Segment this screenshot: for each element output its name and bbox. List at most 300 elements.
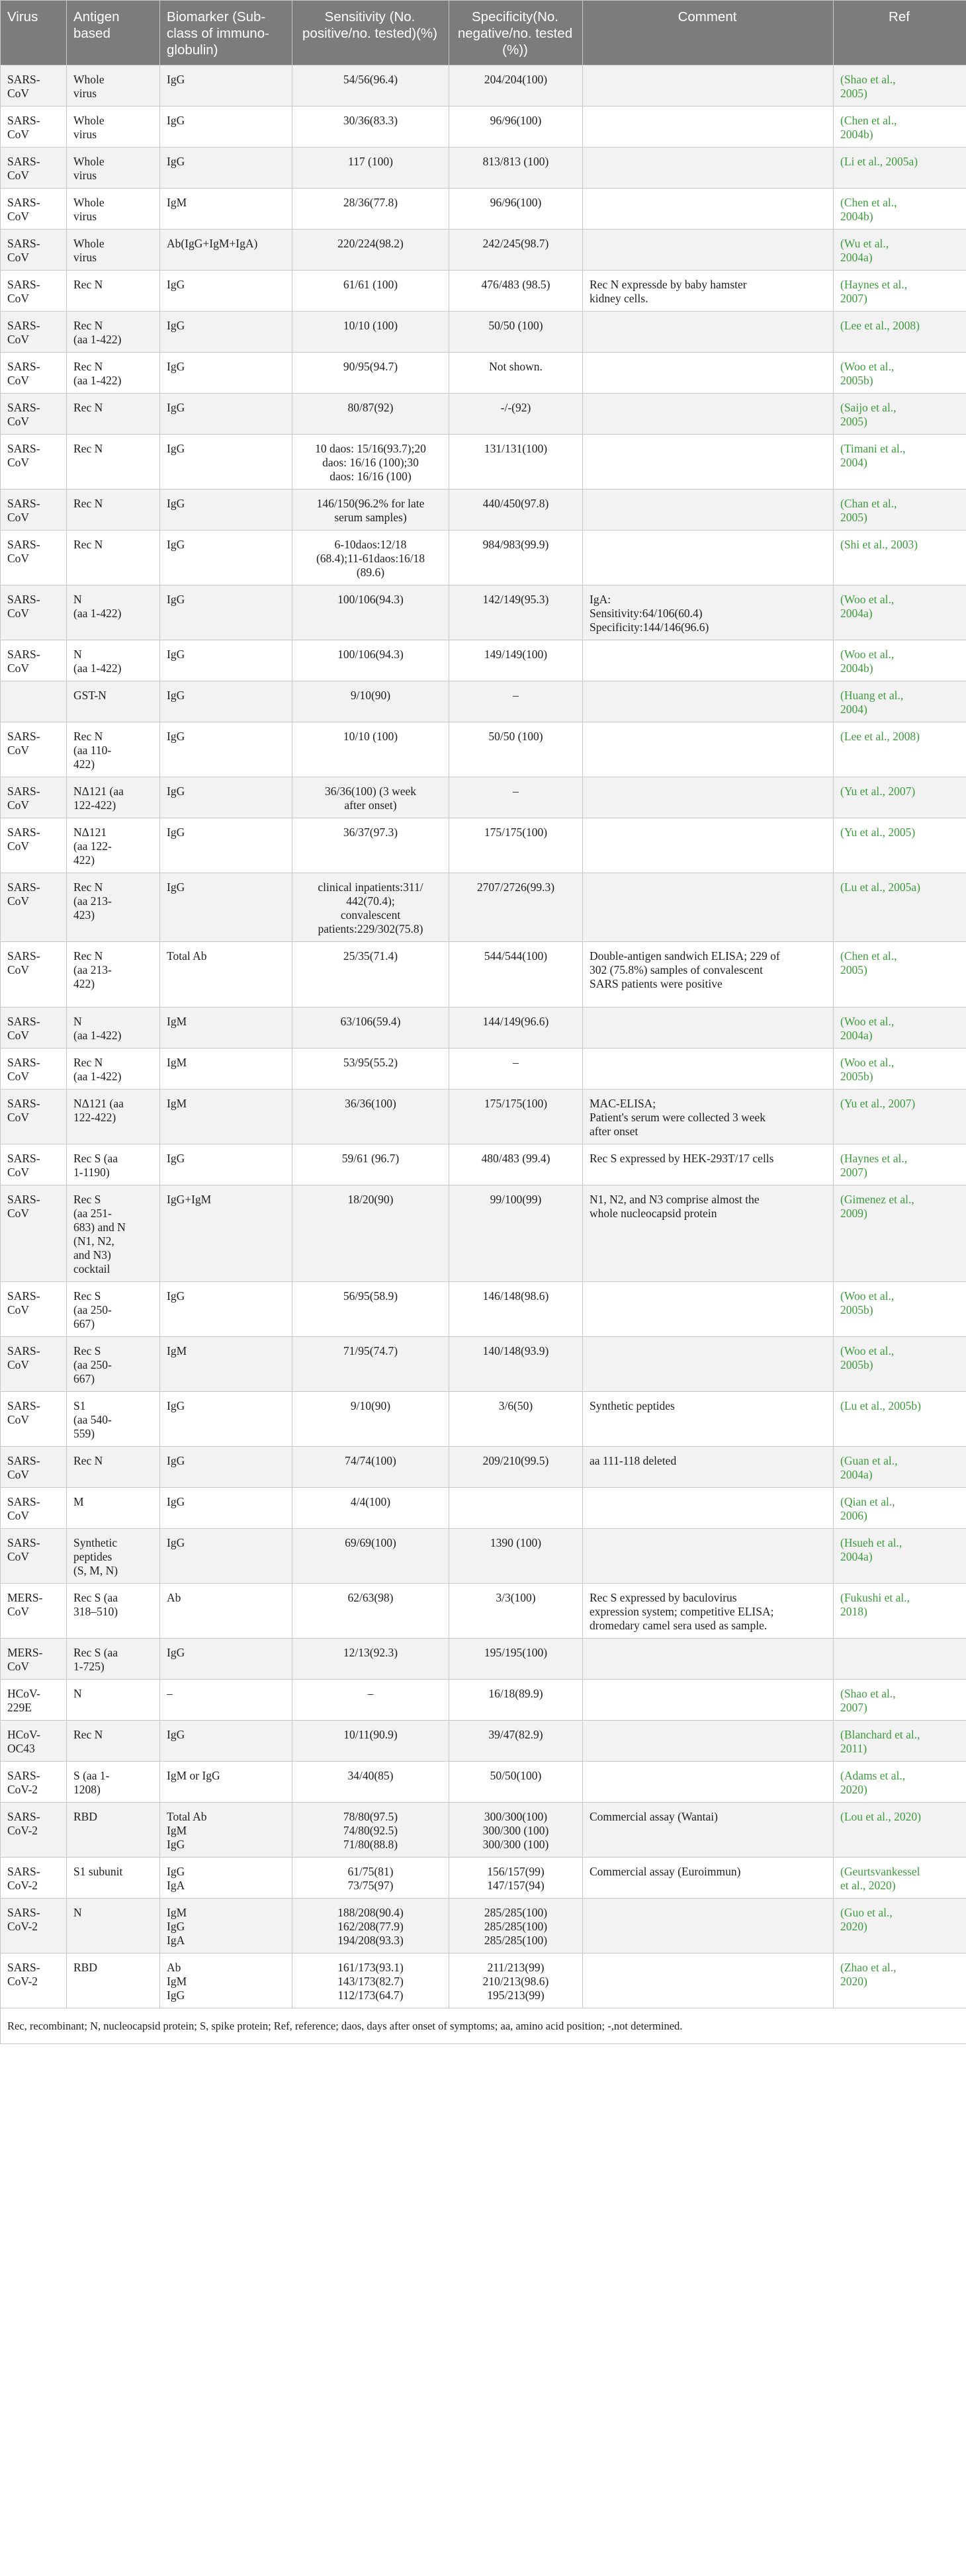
cell-virus: SARS- CoV [1,490,67,531]
cell-specificity: 156/157(99) 147/157(94) [449,1858,583,1899]
cell-specificity: 3/6(50) [449,1392,583,1447]
cell-biomarker: IgG [160,490,292,531]
cell-comment: Rec S expressed by HEK-293T/17 cells [583,1144,834,1185]
cell-sensitivity: 80/87(92) [292,394,449,435]
cell-sensitivity: 61/61 (100) [292,271,449,312]
cell-comment [583,312,834,353]
cell-sensitivity: 100/106(94.3) [292,585,449,640]
cell-specificity: 2707/2726(99.3) [449,873,583,942]
cell-biomarker: IgM IgG IgA [160,1899,292,1953]
cell-sensitivity: 28/36(77.8) [292,189,449,230]
cell-ref: (Chen et al., 2004b) [834,189,966,230]
cell-biomarker: IgG [160,873,292,942]
cell-antigen: Rec S (aa 251- 683) and N (N1, N2, and N3) cocktail [67,1185,160,1282]
cell-ref: (Shi et al., 2003) [834,531,966,585]
cell-virus: SARS- CoV [1,1144,67,1185]
cell-specificity: 211/213(99) 210/213(98.6) 195/213(99) [449,1953,583,2008]
cell-ref: (Guan et al., 2004a) [834,1447,966,1488]
cell-specificity: Not shown. [449,353,583,394]
cell-virus: SARS- CoV [1,435,67,490]
cell-sensitivity: 90/95(94.7) [292,353,449,394]
cell-virus: SARS- CoV [1,1090,67,1144]
cell-biomarker: IgG [160,353,292,394]
table-row [1,1721,966,1762]
cell-specificity: 480/483 (99.4) [449,1144,583,1185]
cell-comment [583,1337,834,1392]
cell-comment: Synthetic peptides [583,1392,834,1447]
cell-specificity: 144/149(96.6) [449,1008,583,1049]
cell-antigen: Whole virus [67,189,160,230]
header-antigen: Antigen based [67,1,160,65]
table-row [1,1282,966,1337]
cell-ref: (Qian et al., 2006) [834,1488,966,1529]
cell-sensitivity: 54/56(96.4) [292,65,449,107]
cell-virus: SARS- CoV [1,1185,67,1282]
cell-sensitivity: 56/95(58.9) [292,1282,449,1337]
cell-biomarker: IgG [160,777,292,818]
cell-antigen: Rec N (aa 1-422) [67,1049,160,1090]
cell-biomarker: IgG [160,640,292,681]
cell-antigen: S1 (aa 540- 559) [67,1392,160,1447]
cell-biomarker: IgG [160,271,292,312]
cell-biomarker: IgG [160,1721,292,1762]
cell-virus: SARS- CoV [1,777,67,818]
cell-sensitivity: 30/36(83.3) [292,107,449,148]
cell-virus: SARS- CoV-2 [1,1899,67,1953]
cell-biomarker: Ab IgM IgG [160,1953,292,2008]
table-row [1,531,966,585]
cell-comment: aa 111-118 deleted [583,1447,834,1488]
cell-specificity: -/-(92) [449,394,583,435]
table-row [1,271,966,312]
cell-comment: N1, N2, and N3 comprise almost the whole nucleocapsid protein [583,1185,834,1282]
cell-sensitivity: 6-10daos:12/18 (68.4);11-61daos:16/18 (89.6) [292,531,449,585]
cell-antigen: S1 subunit [67,1858,160,1899]
cell-ref: (Woo et al., 2004b) [834,640,966,681]
table-row [1,1185,966,1282]
cell-antigen: N [67,1899,160,1953]
cell-specificity: 16/18(89.9) [449,1680,583,1721]
cell-biomarker: IgG [160,1488,292,1529]
cell-sensitivity: 4/4(100) [292,1488,449,1529]
cell-comment [583,230,834,271]
cell-virus: SARS- CoV [1,1337,67,1392]
cell-specificity [449,1488,583,1529]
cell-sensitivity: 62/63(98) [292,1584,449,1639]
cell-ref: (Wu et al., 2004a) [834,230,966,271]
cell-ref: (Gimenez et al., 2009) [834,1185,966,1282]
cell-specificity: – [449,1049,583,1090]
cell-specificity: – [449,777,583,818]
cell-biomarker: IgG [160,681,292,722]
table-row [1,490,966,531]
table-row [1,230,966,271]
cell-antigen: Rec N [67,271,160,312]
table-row [1,1008,966,1049]
cell-comment [583,107,834,148]
cell-virus: SARS- CoV-2 [1,1953,67,2008]
cell-virus: SARS- CoV [1,107,67,148]
cell-specificity: 204/204(100) [449,65,583,107]
cell-specificity: 140/148(93.9) [449,1337,583,1392]
cell-sensitivity: 36/37(97.3) [292,818,449,873]
cell-antigen: Whole virus [67,148,160,189]
cell-specificity: 149/149(100) [449,640,583,681]
table-row [1,312,966,353]
header-ref: Ref [834,1,966,65]
table-row [1,1447,966,1488]
cell-biomarker: IgG [160,818,292,873]
cell-ref: (Blanchard et al., 2011) [834,1721,966,1762]
cell-comment: Double-antigen sandwich ELISA; 229 of 302 (75.8%) samples of convalescent SARS patients were positive [583,942,834,1008]
cell-sensitivity: 188/208(90.4) 162/208(77.9) 194/208(93.3) [292,1899,449,1953]
cell-virus: HCoV- 229E [1,1680,67,1721]
table-row [1,1899,966,1953]
cell-comment [583,353,834,394]
cell-specificity: 3/3(100) [449,1584,583,1639]
cell-comment [583,640,834,681]
cell-ref: (Woo et al., 2005b) [834,1282,966,1337]
cell-ref: (Zhao et al., 2020) [834,1953,966,2008]
table-row [1,1584,966,1639]
cell-biomarker: Ab [160,1584,292,1639]
cell-antigen: Rec N (aa 213- 423) [67,873,160,942]
cell-virus: SARS- CoV [1,1447,67,1488]
cell-ref: (Fukushi et al., 2018) [834,1584,966,1639]
cell-comment [583,1049,834,1090]
cell-antigen: NΔ121 (aa 122-422) [67,1090,160,1144]
cell-comment [583,65,834,107]
cell-ref: (Yu et al., 2007) [834,1090,966,1144]
cell-biomarker: Ab(IgG+IgM+IgA) [160,230,292,271]
cell-specificity: 99/100(99) [449,1185,583,1282]
cell-virus: SARS- CoV [1,189,67,230]
cell-ref: (Yu et al., 2007) [834,777,966,818]
cell-comment: IgA: Sensitivity:64/106(60.4) Specificity:144/146(96.6) [583,585,834,640]
cell-sensitivity: 220/224(98.2) [292,230,449,271]
cell-specificity: 242/245(98.7) [449,230,583,271]
cell-comment [583,394,834,435]
cell-biomarker: IgG [160,107,292,148]
cell-ref: (Haynes et al., 2007) [834,1144,966,1185]
cell-antigen: RBD [67,1803,160,1858]
cell-ref: (Lu et al., 2005b) [834,1392,966,1447]
cell-antigen: Rec N (aa 213- 422) [67,942,160,1008]
cell-biomarker: IgG [160,1144,292,1185]
cell-biomarker: IgG [160,722,292,777]
cell-specificity: 50/50 (100) [449,312,583,353]
cell-antigen: N (aa 1-422) [67,640,160,681]
cell-sensitivity: 10/10 (100) [292,312,449,353]
table-row [1,148,966,189]
table-row [1,189,966,230]
cell-comment [583,722,834,777]
cell-comment [583,681,834,722]
cell-ref: (Lou et al., 2020) [834,1803,966,1858]
cell-antigen: RBD [67,1953,160,2008]
cell-biomarker: IgG [160,531,292,585]
cell-comment [583,818,834,873]
cell-virus: SARS- CoV-2 [1,1803,67,1858]
cell-comment [583,435,834,490]
cell-specificity: 440/450(97.8) [449,490,583,531]
cell-virus: SARS- CoV [1,942,67,1008]
table-row [1,1639,966,1680]
table-row [1,1090,966,1144]
cell-sensitivity: 10/10 (100) [292,722,449,777]
cell-biomarker: IgM [160,1090,292,1144]
cell-antigen: GST-N [67,681,160,722]
cell-biomarker: IgM [160,1337,292,1392]
cell-ref: (Woo et al., 2005b) [834,1337,966,1392]
cell-sensitivity: 9/10(90) [292,1392,449,1447]
cell-sensitivity: 69/69(100) [292,1529,449,1584]
cell-antigen: S (aa 1- 1208) [67,1762,160,1803]
cell-ref: (Woo et al., 2004a) [834,1008,966,1049]
cell-sensitivity: clinical inpatients:311/ 442(70.4); convalescent patients:229/302(75.8) [292,873,449,942]
table-row [1,1762,966,1803]
cell-ref: (Lee et al., 2008) [834,722,966,777]
table-row [1,1049,966,1090]
table-row [1,1488,966,1529]
cell-antigen: NΔ121 (aa 122-422) [67,777,160,818]
cell-comment: Rec S expressed by baculovirus expression system; competitive ELISA; dromedary camel sera used as sample. [583,1584,834,1639]
cell-specificity: 131/131(100) [449,435,583,490]
cell-specificity: 146/148(98.6) [449,1282,583,1337]
cell-ref: (Lu et al., 2005a) [834,873,966,942]
cell-virus: SARS- CoV [1,1049,67,1090]
cell-virus: SARS- CoV-2 [1,1858,67,1899]
cell-specificity: 209/210(99.5) [449,1447,583,1488]
table-row [1,722,966,777]
cell-sensitivity: 10 daos: 15/16(93.7);20 daos: 16/16 (100);30 daos: 16/16 (100) [292,435,449,490]
cell-biomarker: IgG [160,1392,292,1447]
cell-sensitivity: 78/80(97.5) 74/80(92.5) 71/80(88.8) [292,1803,449,1858]
cell-sensitivity: 36/36(100) (3 week after onset) [292,777,449,818]
cell-virus: MERS- CoV [1,1639,67,1680]
cell-ref: (Shao et al., 2005) [834,65,966,107]
cell-specificity: 300/300(100) 300/300 (100) 300/300 (100) [449,1803,583,1858]
cell-ref: (Chen et al., 2005) [834,942,966,1008]
cell-virus: SARS- CoV [1,1282,67,1337]
cell-comment [583,1762,834,1803]
cell-specificity: 984/983(99.9) [449,531,583,585]
cell-virus: SARS- CoV [1,271,67,312]
cell-antigen: Rec S (aa 250- 667) [67,1337,160,1392]
cell-specificity: 175/175(100) [449,818,583,873]
cell-biomarker: IgG [160,312,292,353]
cell-sensitivity: 117 (100) [292,148,449,189]
cell-comment [583,490,834,531]
cell-antigen: Whole virus [67,230,160,271]
cell-virus: SARS- CoV-2 [1,1762,67,1803]
cell-biomarker: IgM [160,1008,292,1049]
cell-biomarker: IgG [160,148,292,189]
cell-antigen: Whole virus [67,107,160,148]
cell-virus: SARS- CoV [1,394,67,435]
cell-sensitivity: 161/173(93.1) 143/173(82.7) 112/173(64.7) [292,1953,449,2008]
cell-specificity: 813/813 (100) [449,148,583,189]
table-row [1,435,966,490]
cell-comment: MAC-ELISA; Patient's serum were collected 3 week after onset [583,1090,834,1144]
cell-sensitivity: 12/13(92.3) [292,1639,449,1680]
cell-ref: (Geurtsvankessel et al., 2020) [834,1858,966,1899]
cell-sensitivity: 71/95(74.7) [292,1337,449,1392]
cell-comment [583,1953,834,2008]
table-row [1,1529,966,1584]
cell-biomarker: – [160,1680,292,1721]
table-row [1,585,966,640]
cell-specificity: 476/483 (98.5) [449,271,583,312]
cell-virus: SARS- CoV [1,873,67,942]
cell-comment [583,1721,834,1762]
cell-ref: (Woo et al., 2005b) [834,353,966,394]
cell-biomarker: IgG [160,1282,292,1337]
cell-virus: SARS- CoV [1,818,67,873]
cell-ref: (Timani et al., 2004) [834,435,966,490]
cell-sensitivity: 74/74(100) [292,1447,449,1488]
cell-ref: (Saijo et al., 2005) [834,394,966,435]
cell-antigen: Rec N [67,1447,160,1488]
cell-sensitivity: – [292,1680,449,1721]
cell-antigen: Rec S (aa 1-725) [67,1639,160,1680]
cell-antigen: Rec N (aa 1-422) [67,353,160,394]
cell-sensitivity: 59/61 (96.7) [292,1144,449,1185]
cell-antigen: M [67,1488,160,1529]
cell-sensitivity: 9/10(90) [292,681,449,722]
cell-sensitivity: 100/106(94.3) [292,640,449,681]
cell-virus: SARS- CoV [1,353,67,394]
cell-sensitivity: 53/95(55.2) [292,1049,449,1090]
cell-virus: SARS- CoV [1,640,67,681]
cell-virus: SARS- CoV [1,722,67,777]
cell-comment [583,148,834,189]
cell-biomarker: IgG [160,585,292,640]
cell-ref: (Huang et al., 2004) [834,681,966,722]
cell-comment [583,1680,834,1721]
table-row [1,942,966,1008]
header-comment: Comment [583,1,834,65]
cell-biomarker: IgG [160,1529,292,1584]
cell-biomarker: IgM [160,189,292,230]
cell-biomarker: IgG [160,1447,292,1488]
cell-comment [583,777,834,818]
header-sensitivity: Sensitivity (No. positive/no. tested)(%) [292,1,449,65]
cell-sensitivity: 34/40(85) [292,1762,449,1803]
cell-sensitivity: 36/36(100) [292,1090,449,1144]
cell-comment [583,873,834,942]
table-row [1,1858,966,1899]
table-row [1,107,966,148]
cell-ref: (Li et al., 2005a) [834,148,966,189]
cell-antigen: Rec S (aa 250- 667) [67,1282,160,1337]
cell-antigen: N (aa 1-422) [67,1008,160,1049]
cell-antigen: NΔ121 (aa 122- 422) [67,818,160,873]
cell-ref: (Woo et al., 2004a) [834,585,966,640]
cell-sensitivity: 10/11(90.9) [292,1721,449,1762]
cell-specificity: – [449,681,583,722]
cell-specificity: 142/149(95.3) [449,585,583,640]
cell-comment [583,1529,834,1584]
cell-biomarker: IgG [160,65,292,107]
cell-virus [1,681,67,722]
cell-virus: SARS- CoV [1,585,67,640]
cell-antigen: N (aa 1-422) [67,585,160,640]
cell-antigen: Rec S (aa 318–510) [67,1584,160,1639]
cell-specificity: 1390 (100) [449,1529,583,1584]
cell-comment [583,189,834,230]
cell-comment [583,1282,834,1337]
cell-ref: (Lee et al., 2008) [834,312,966,353]
table-row [1,1953,966,2008]
cell-ref: (Guo et al., 2020) [834,1899,966,1953]
cell-ref: (Woo et al., 2005b) [834,1049,966,1090]
table-row [1,640,966,681]
table-row [1,1337,966,1392]
cell-specificity: 285/285(100) 285/285(100) 285/285(100) [449,1899,583,1953]
cell-biomarker: IgG [160,394,292,435]
cell-biomarker: IgG IgA [160,1858,292,1899]
cell-comment: Commercial assay (Euroimmun) [583,1858,834,1899]
cell-biomarker: IgM or IgG [160,1762,292,1803]
cell-antigen: Rec N [67,1721,160,1762]
cell-virus: SARS- CoV [1,1488,67,1529]
table-row [1,681,966,722]
table-body [1,65,966,2008]
cell-ref [834,1639,966,1680]
cell-sensitivity: 146/150(96.2% for late serum samples) [292,490,449,531]
cell-biomarker: Total Ab IgM IgG [160,1803,292,1858]
cell-sensitivity: 63/106(59.4) [292,1008,449,1049]
cell-specificity: 50/50 (100) [449,722,583,777]
cell-comment [583,1008,834,1049]
cell-comment: Rec N expressde by baby hamster kidney cells. [583,271,834,312]
header-specificity: Specificity(No. negative/no. tested (%)) [449,1,583,65]
cell-comment: Commercial assay (Wantai) [583,1803,834,1858]
cell-antigen: Rec N [67,435,160,490]
cell-virus: SARS- CoV [1,230,67,271]
table-row [1,1680,966,1721]
cell-virus: HCoV- OC43 [1,1721,67,1762]
cell-ref: (Hsueh et al., 2004a) [834,1529,966,1584]
cell-specificity: 175/175(100) [449,1090,583,1144]
table-row [1,873,966,942]
cell-antigen: Rec S (aa 1-1190) [67,1144,160,1185]
table-row [1,777,966,818]
table-row [1,1803,966,1858]
table-row [1,65,966,107]
cell-biomarker: IgG [160,1639,292,1680]
cell-comment [583,1488,834,1529]
cell-biomarker: IgG+IgM [160,1185,292,1282]
cell-ref: (Chan et al., 2005) [834,490,966,531]
cell-virus: SARS- CoV [1,65,67,107]
cell-biomarker: IgG [160,435,292,490]
cell-comment [583,1639,834,1680]
cell-specificity: 195/195(100) [449,1639,583,1680]
footnote-row [1,2008,966,2044]
cell-antigen: Whole virus [67,65,160,107]
header-row [1,1,966,65]
cell-sensitivity: 18/20(90) [292,1185,449,1282]
cell-comment [583,531,834,585]
cell-antigen: Rec N (aa 110- 422) [67,722,160,777]
cell-sensitivity: 25/35(71.4) [292,942,449,1008]
cell-antigen: Rec N [67,531,160,585]
cell-antigen: Rec N [67,490,160,531]
cell-virus: SARS- CoV [1,1008,67,1049]
cell-biomarker: Total Ab [160,942,292,1008]
